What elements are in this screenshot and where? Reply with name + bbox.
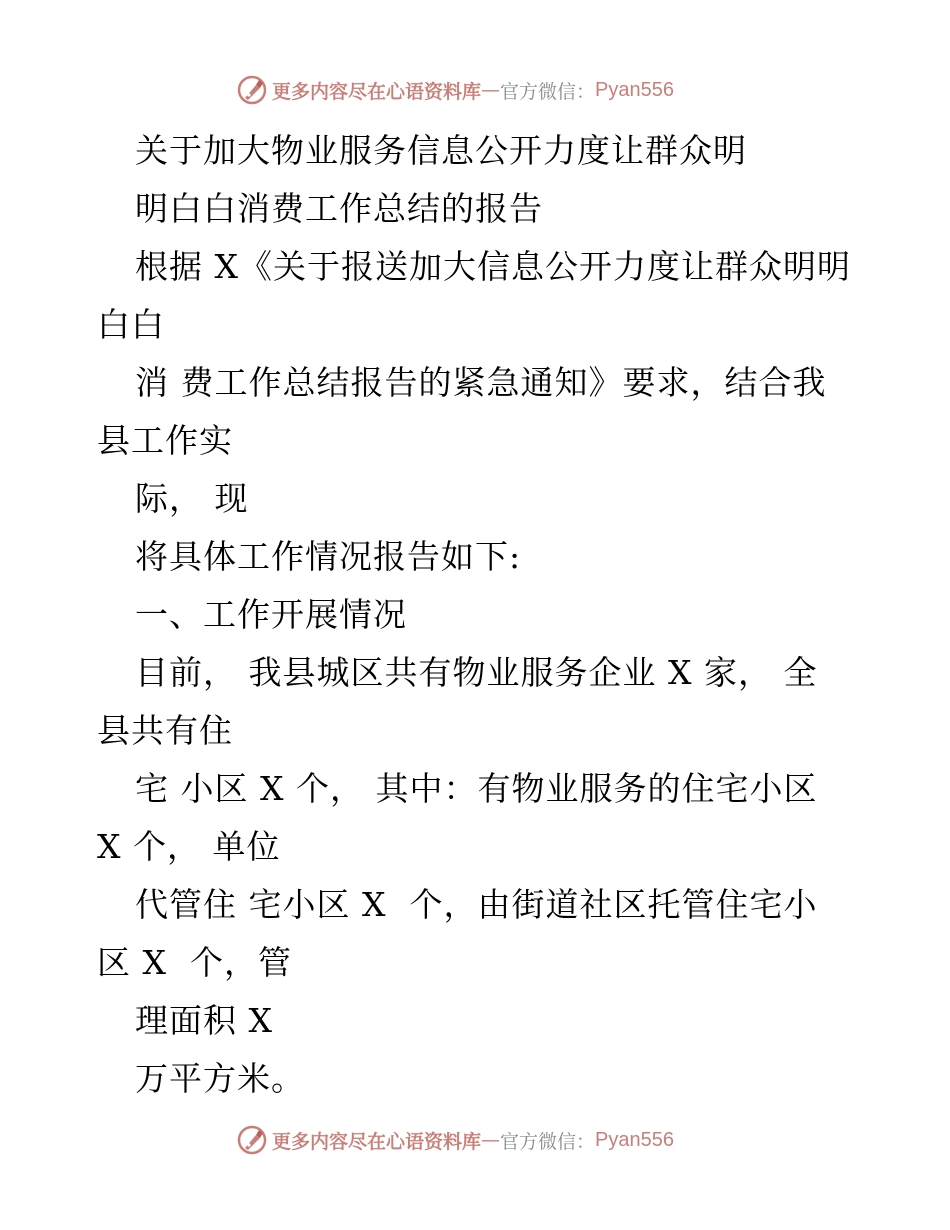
banner-wechat-label: 官方微信： [500, 1130, 596, 1153]
text-line: 区 X 个，管 [97, 943, 292, 982]
text-line: 际， 现 [135, 479, 249, 518]
header-banner [236, 73, 716, 107]
pen-nib-circle-icon [236, 1124, 268, 1156]
text-line: 将具体工作情况报告如下: [135, 537, 522, 576]
footer-banner [236, 1123, 716, 1157]
text-line: 宅 小区 X 个， 其中：有物业服务的住宅小区 [135, 769, 818, 808]
pen-nib-circle-icon [236, 74, 268, 106]
text-line: 关于加大物业服务信息公开力度让群众明 [135, 131, 747, 170]
text-line: 理面积 X [135, 1001, 273, 1040]
text-line: 一、工作开展情况 [135, 595, 407, 634]
text-line: 代管住 宅小区 X 个，由街道社区托管住宅小 [135, 885, 818, 924]
text-line: 万平方米。 [135, 1059, 305, 1098]
banner-dash: — [481, 79, 501, 101]
text-line: 白白 [97, 305, 165, 344]
banner-site-name: 更多内容尽在心语资料库 [272, 80, 482, 103]
banner-wechat-id: Pyan556 [595, 1128, 674, 1151]
document-body [97, 122, 897, 1108]
banner-wechat-id: Pyan556 [595, 78, 674, 101]
text-line: 县工作实 [97, 421, 233, 460]
text-line: 明白白消费工作总结的报告 [135, 189, 543, 228]
banner-wechat-label: 官方微信： [500, 80, 596, 103]
banner-site-name: 更多内容尽在心语资料库 [272, 1130, 482, 1153]
text-line: 消 费工作总结报告的紧急通知》要求，结合我 [135, 363, 827, 402]
text-line: 目前， 我县城区共有物业服务企业 X 家， 全 [135, 653, 818, 692]
text-line: X 个， 单位 [97, 827, 281, 866]
text-line: 根据 X《关于报送加大信息公开力度让群众明明 [135, 247, 851, 286]
banner-dash: — [481, 1129, 501, 1151]
text-line: 县共有住 [97, 711, 233, 750]
